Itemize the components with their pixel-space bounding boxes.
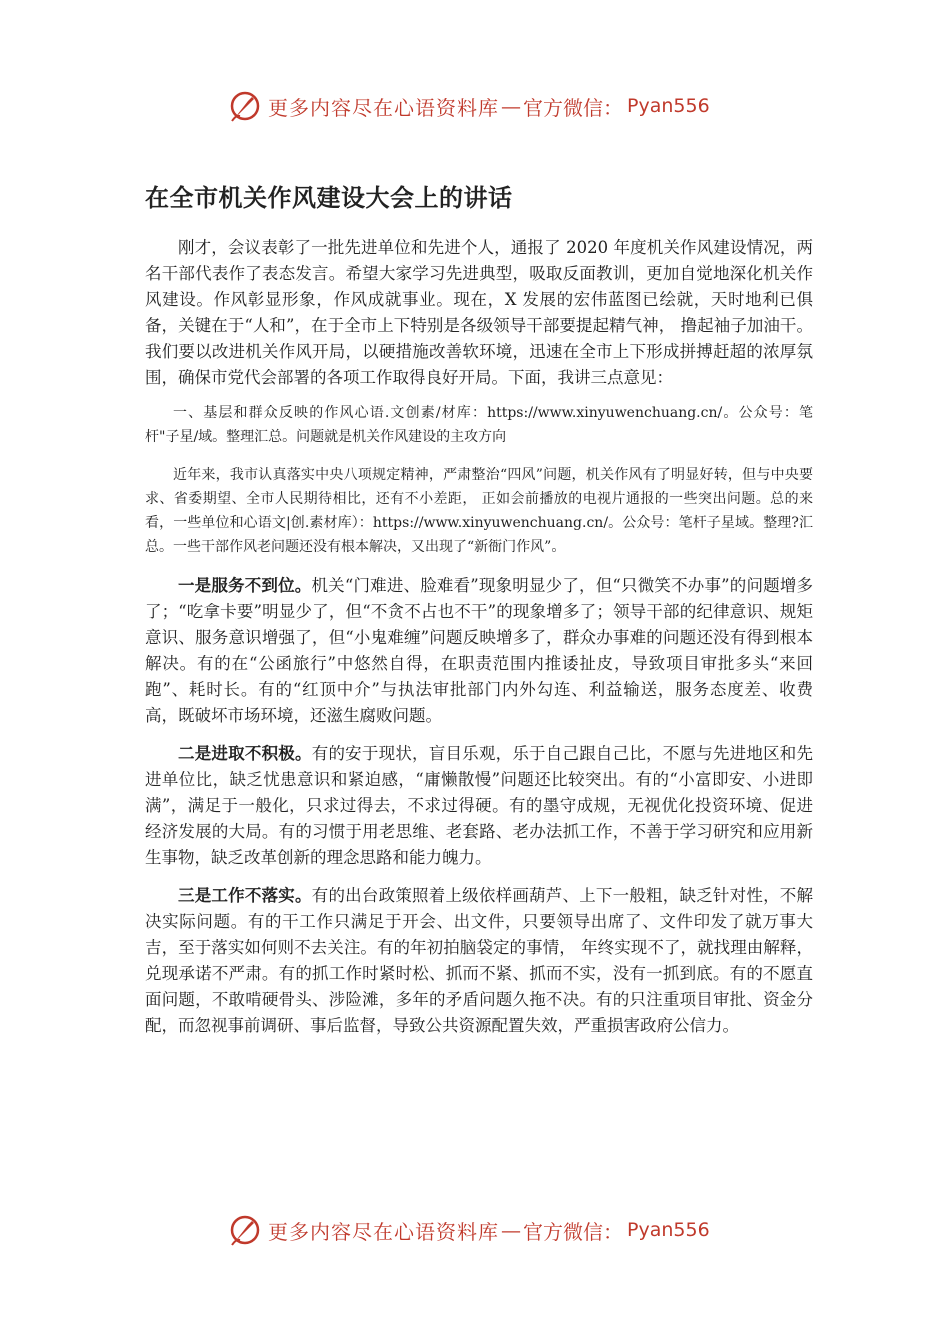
point-paragraph-initiative — [145, 741, 813, 871]
section-heading-1: 一、基层和群众反映的作风心语.文创素/材库：https://www.xinyuwenchuang.cn/。公众号：笔杆"子星/域。整理汇总。问题就是机关作风建设的主攻方向 — [145, 405, 813, 445]
brush-logo-icon — [228, 1213, 262, 1247]
recent-paragraph: 近年来，我市认真落实中央八项规定精神，严肃整治“四风”问题，机关作风有了明显好转，但与中央要求、省委期望、全市人民期待相比，还有不小差距， 正如会前播放的电视片通报的一些突出问题。总的来看，一些单位和心语文|创.素材库）：https://www.xinyuwenchuang.cn/。公众号：笔杆子星域。整理?汇总。一些干部作风老问题还没有根本解决，又出现了“新衙门作风”。 — [145, 467, 813, 555]
brush-logo-icon — [228, 89, 262, 123]
footer-banner — [228, 1212, 728, 1248]
point-body-implementation: 有的出台政策照着上级依样画葫芦、上下一般粗，缺乏针对性，不解决实际问题。有的干工作只满足于开会、出文件，只要领导出席了、文件印发了就万事大吉，至于落实如何则不去关注。有的年初拍脑袋定的事情， 年终实现不了，就找理由解释，兑现承诺不严肃。有的抓工作时紧时松、抓而不紧、抓而不实，没有一抓到底。有的不愿直面问题，不敢啃硬骨头、涉险滩，多年的矛盾问题久拖不决。有的只注重项目审批、资金分配，而忽视事前调研、事后监督，导致公共资源配置失效，严重损害政府公信力。 — [145, 886, 814, 1035]
point-body-service: 机关“门难进、脸难看”现象明显少了，但“只微笑不办事”的问题增多了；“吃拿卡要”明显少了，但“不贪不占也不干”的现象增多了；领导干部的纪律意识、规矩意识、服务意识增强了，但“小鬼难缠”问题反映增多了，群众办事难的问题还没有得到根本解决。有的在“公函旅行”中悠然自得，在职责范围内推诿扯皮，导致项目审批多头“来回跑”、耗时长。有的“红顶中介”与执法审批部门内外勾连、利益输送，服务态度差、收费高，既破坏市场环境，还滋生腐败问题。 — [145, 576, 814, 725]
banner-wechat-id: Pyan556 — [627, 95, 710, 117]
banner-wechat-label: 官方微信： — [523, 1219, 623, 1244]
point-lead-implementation: 三是工作不落实。 — [178, 886, 312, 905]
banner-wechat-id: Pyan556 — [627, 1219, 710, 1241]
point-lead-initiative: 二是进取不积极。 — [178, 744, 312, 763]
header-banner — [228, 88, 728, 124]
point-paragraph-implementation — [145, 883, 813, 1039]
document-body — [145, 178, 813, 1039]
page-title: 在全市机关作风建设大会上的讲话 — [145, 184, 513, 212]
banner-dash: — — [501, 1218, 521, 1242]
point-paragraph-service — [145, 573, 813, 729]
intro-paragraph: 刚才，会议表彰了一批先进单位和先进个人，通报了 2020 年度机关作风建设情况，两名干部代表作了表态发言。希望大家学习先进典型，吸取反面教训，更加自觉地深化机关作风建设。作风彰显形象，作风成就事业。现在，X 发展的宏伟蓝图已绘就，天时地利已俱备，关键在于“人和”，在于全市上下特别是各级领导干部要提起精气神， 撸起袖子加油干。我们要以改进机关作风开局，以硬措施改善软环境，迅速在全市上下形成拼搏赶超的浓厚氛围，确保市党代会部署的各项工作取得良好开局。下面，我讲三点意见： — [145, 238, 813, 387]
point-body-initiative: 有的安于现状，盲目乐观，乐于自己跟自己比，不愿与先进地区和先进单位比，缺乏忧患意识和紧迫感，“庸懒散慢”问题还比较突出。有的“小富即安、小进即满”，满足于一般化，只求过得去，不求过得硬。有的墨守成规，无视优化投资环境、促进经济发展的大局。有的习惯于用老思维、老套路、老办法抓工作，不善于学习研究和应用新生事物，缺乏改革创新的理念思路和能力魄力。 — [145, 744, 814, 867]
banner-wechat-label: 官方微信： — [523, 95, 623, 120]
banner-text: 更多内容尽在心语资料库 — [268, 95, 499, 120]
point-lead-service: 一是服务不到位。 — [178, 576, 312, 595]
banner-dash: — — [501, 94, 521, 118]
banner-text: 更多内容尽在心语资料库 — [268, 1219, 499, 1244]
